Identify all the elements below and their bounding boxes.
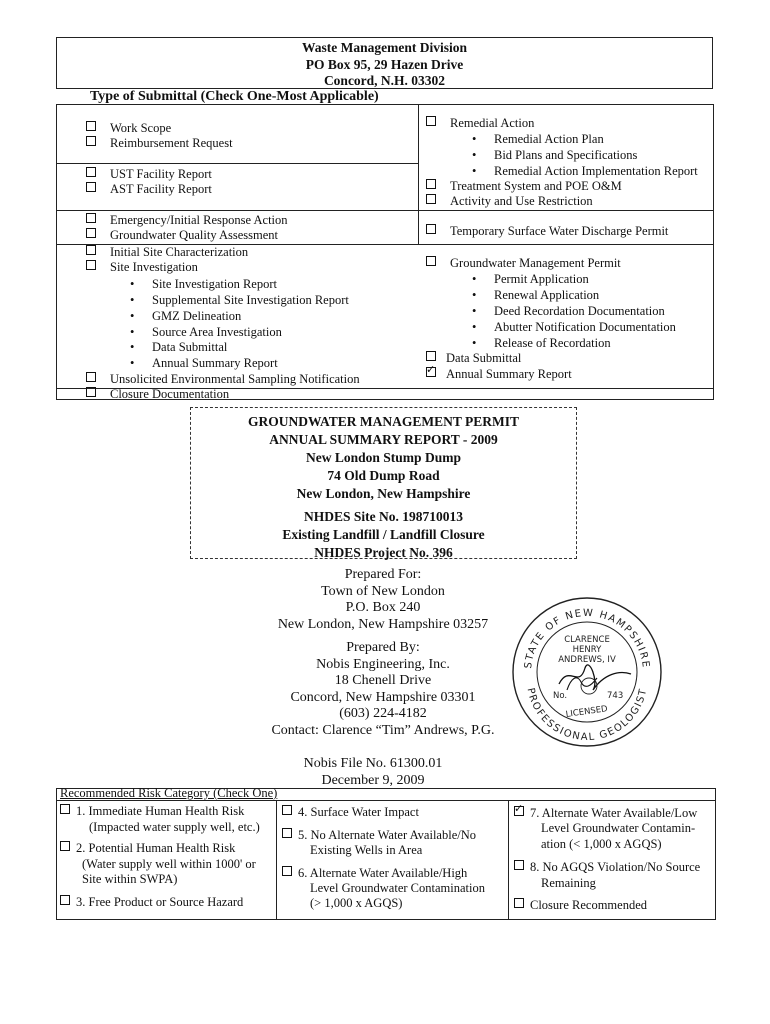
label: 3. Free Product or Source Hazard — [76, 895, 244, 909]
checkbox-data-submittal[interactable] — [426, 351, 521, 365]
list-item: • Data Submittal — [152, 340, 227, 354]
checkbox-icon[interactable] — [426, 179, 436, 189]
client-po-box: P.O. Box 240 — [345, 600, 421, 615]
risk-option-2[interactable] — [60, 841, 235, 855]
risk-option-8-detail: Remaining — [541, 876, 596, 890]
checkbox-treatment[interactable] — [426, 179, 622, 193]
checkbox-site-investigation[interactable] — [86, 260, 198, 274]
checkbox-checked-icon[interactable] — [514, 806, 524, 816]
checkbox-icon[interactable] — [282, 805, 292, 815]
label: Remedial Action — [450, 116, 535, 130]
checkbox-icon[interactable] — [426, 256, 436, 266]
grid-divider — [56, 163, 419, 164]
risk-option-6[interactable] — [282, 866, 467, 880]
grid-divider-vertical — [418, 104, 419, 244]
checkbox-icon[interactable] — [60, 895, 70, 905]
report-subtitle: ANNUAL SUMMARY REPORT - 2009 — [269, 432, 498, 447]
checkbox-icon[interactable] — [60, 804, 70, 814]
header-line-3: Concord, N.H. 03302 — [323, 73, 446, 88]
signature-mark — [559, 665, 631, 690]
risk-option-5[interactable] — [282, 828, 476, 842]
risk-option-6-detail: (> 1,000 x AGQS) — [310, 896, 403, 910]
checkbox-icon[interactable] — [86, 167, 96, 177]
checkbox-gw-quality[interactable] — [86, 228, 278, 242]
label: 7. Alternate Water Available/Low — [530, 806, 698, 820]
seal-name-1: CLARENCE — [564, 635, 610, 645]
label: 8. No AGQS Violation/No Source — [530, 860, 701, 874]
checkbox-icon[interactable] — [86, 260, 96, 270]
label: Data Submittal — [446, 351, 522, 365]
list-item: • Source Area Investigation — [152, 325, 282, 339]
label: 4. Surface Water Impact — [298, 805, 419, 819]
checkbox-temp-discharge[interactable] — [426, 224, 668, 238]
label: UST Facility Report — [110, 167, 212, 181]
seal-number: 743 — [607, 691, 624, 701]
label: Groundwater Quality Assessment — [110, 228, 279, 242]
checkbox-icon[interactable] — [86, 182, 96, 192]
risk-col-divider — [508, 800, 509, 920]
list-item: • Release of Recordation — [494, 336, 611, 350]
label: Reimbursement Request — [110, 136, 233, 150]
header-line-2: PO Box 95, 29 Hazen Drive — [305, 56, 464, 72]
checkbox-activity[interactable] — [426, 194, 593, 208]
risk-option-1[interactable] — [60, 804, 244, 818]
label: Unsolicited Environmental Sampling Notification — [110, 372, 360, 386]
checkbox-icon[interactable] — [60, 841, 70, 851]
risk-col-divider — [276, 800, 277, 920]
checkbox-remedial-action[interactable] — [426, 116, 534, 130]
header-line-1: Waste Management Division — [302, 40, 467, 55]
checkbox-ast[interactable] — [86, 182, 212, 196]
checkbox-closure-doc[interactable] — [86, 387, 229, 401]
label: Groundwater Management Permit — [450, 256, 621, 270]
file-number: Nobis File No. 61300.01 — [303, 756, 443, 771]
risk-option-6-detail: Level Groundwater Contamination — [310, 881, 485, 895]
consultant-name: Nobis Engineering, Inc. — [316, 656, 450, 672]
label: 5. No Alternate Water Available/No — [298, 828, 476, 842]
professional-geologist-seal — [509, 594, 665, 750]
label: 1. Immediate Human Health Risk — [76, 804, 245, 818]
list-item: • Remedial Action Implementation Report — [494, 164, 698, 178]
checkbox-checked-icon[interactable] — [426, 367, 436, 377]
risk-option-closure[interactable] — [514, 898, 647, 912]
checkbox-emergency[interactable] — [86, 213, 288, 227]
seal-bottom-text: PROFESSIONAL GEOLOGIST — [524, 687, 650, 744]
checkbox-icon[interactable] — [426, 224, 436, 234]
list-item: • Annual Summary Report — [152, 356, 278, 370]
list-item: • Deed Recordation Documentation — [494, 304, 665, 318]
checkbox-icon[interactable] — [282, 828, 292, 838]
checkbox-icon[interactable] — [86, 372, 96, 382]
file-info-block — [183, 756, 563, 789]
consultant-contact: Contact: Clarence “Tim” Andrews, P.G. — [271, 722, 495, 738]
checkbox-annual-summary[interactable] — [426, 367, 572, 381]
risk-option-3[interactable] — [60, 895, 243, 909]
site-address: 74 Old Dump Road — [327, 468, 440, 483]
site-name: New London Stump Dump — [306, 450, 461, 465]
seal-name-2: HENRY — [572, 645, 602, 655]
checkbox-icon[interactable] — [86, 213, 96, 223]
consultant-city: Concord, New Hampshire 03301 — [290, 689, 476, 705]
checkbox-initial-site[interactable] — [86, 245, 248, 259]
risk-option-2-detail: (Water supply well within 1000' or — [82, 857, 256, 871]
site-number: NHDES Site No. 198710013 — [303, 509, 463, 524]
list-item: • Renewal Application — [494, 288, 599, 302]
checkbox-icon[interactable] — [86, 387, 96, 397]
client-city: New London, New Hampshire 03257 — [277, 616, 489, 632]
risk-option-1-detail: (Impacted water supply well, etc.) — [89, 820, 260, 834]
checkbox-reimbursement[interactable] — [86, 136, 233, 150]
list-item: • Supplemental Site Investigation Report — [152, 293, 349, 307]
checkbox-icon[interactable] — [426, 116, 436, 126]
label: Site Investigation — [110, 260, 198, 274]
label: AST Facility Report — [110, 182, 212, 196]
list-item: • Site Investigation Report — [152, 277, 277, 291]
label: Annual Summary Report — [446, 367, 572, 381]
label: Closure Recommended — [530, 898, 647, 912]
label: Emergency/Initial Response Action — [110, 213, 288, 227]
checkbox-icon[interactable] — [86, 245, 96, 255]
project-number: NHDES Project No. 396 — [314, 545, 453, 560]
seal-top-text: STATE OF NEW HAMPSHIRE — [523, 607, 651, 670]
label: 2. Potential Human Health Risk — [76, 841, 236, 855]
label: Temporary Surface Water Discharge Permit — [450, 224, 669, 238]
risk-option-7-detail: ation (< 1,000 x AGQS) — [541, 837, 662, 851]
client-name: Town of New London — [321, 583, 445, 599]
list-item: • Abutter Notification Documentation — [494, 320, 676, 334]
risk-option-4[interactable] — [282, 805, 419, 819]
seal-licensed: LICENSED — [565, 704, 609, 720]
prepared-by-label: Prepared By: — [346, 640, 420, 655]
risk-title: Recommended Risk Category (Check One) — [60, 786, 278, 800]
report-info-box — [190, 407, 577, 559]
checkbox-icon[interactable] — [426, 194, 436, 204]
label: 6. Alternate Water Available/High — [298, 866, 468, 880]
header-box — [56, 37, 713, 89]
prepared-for-label: Prepared For: — [344, 567, 422, 582]
grid-divider — [56, 210, 714, 211]
checkbox-icon[interactable] — [282, 866, 292, 876]
label: Treatment System and POE O&M — [450, 179, 622, 193]
list-item: • Remedial Action Plan — [494, 132, 604, 146]
risk-option-7[interactable] — [514, 806, 697, 820]
checkbox-ust[interactable] — [86, 167, 212, 181]
list-item: • Bid Plans and Specifications — [494, 148, 637, 162]
list-item: • Permit Application — [494, 272, 589, 286]
consultant-phone: (603) 224-4182 — [339, 706, 427, 721]
checkbox-icon[interactable] — [86, 136, 96, 146]
checkbox-icon[interactable] — [426, 351, 436, 361]
seal-name-3: ANDREWS, IV — [558, 655, 616, 665]
checkbox-icon[interactable] — [514, 898, 524, 908]
label: Initial Site Characterization — [110, 245, 249, 259]
seal-no-label: No. — [553, 691, 568, 701]
checkbox-work-scope[interactable] — [86, 121, 171, 135]
site-town: New London, New Hampshire — [296, 486, 471, 501]
report-date: December 9, 2009 — [321, 772, 425, 788]
checkbox-gmp[interactable] — [426, 256, 621, 270]
list-item: • GMZ Delineation — [152, 309, 241, 323]
report-title: GROUNDWATER MANAGEMENT PERMIT — [247, 414, 519, 429]
checkbox-icon[interactable] — [86, 228, 96, 238]
label: Work Scope — [110, 121, 172, 135]
checkbox-icon[interactable] — [514, 860, 524, 870]
risk-option-7-detail: Level Groundwater Contamin- — [541, 821, 696, 835]
label: Closure Documentation — [110, 387, 230, 401]
checkbox-icon[interactable] — [86, 121, 96, 131]
risk-option-8[interactable] — [514, 860, 700, 874]
label: Activity and Use Restriction — [450, 194, 593, 208]
risk-option-5-detail: Existing Wells in Area — [310, 843, 423, 857]
checkbox-unsolicited[interactable] — [86, 372, 360, 386]
risk-option-2-detail: Site within SWPA) — [82, 872, 178, 886]
consultant-street: 18 Chenell Drive — [334, 673, 432, 688]
site-type: Existing Landfill / Landfill Closure — [282, 527, 485, 542]
type-of-submittal-title: Type of Submittal (Check One-Most Applicable) — [90, 89, 379, 104]
